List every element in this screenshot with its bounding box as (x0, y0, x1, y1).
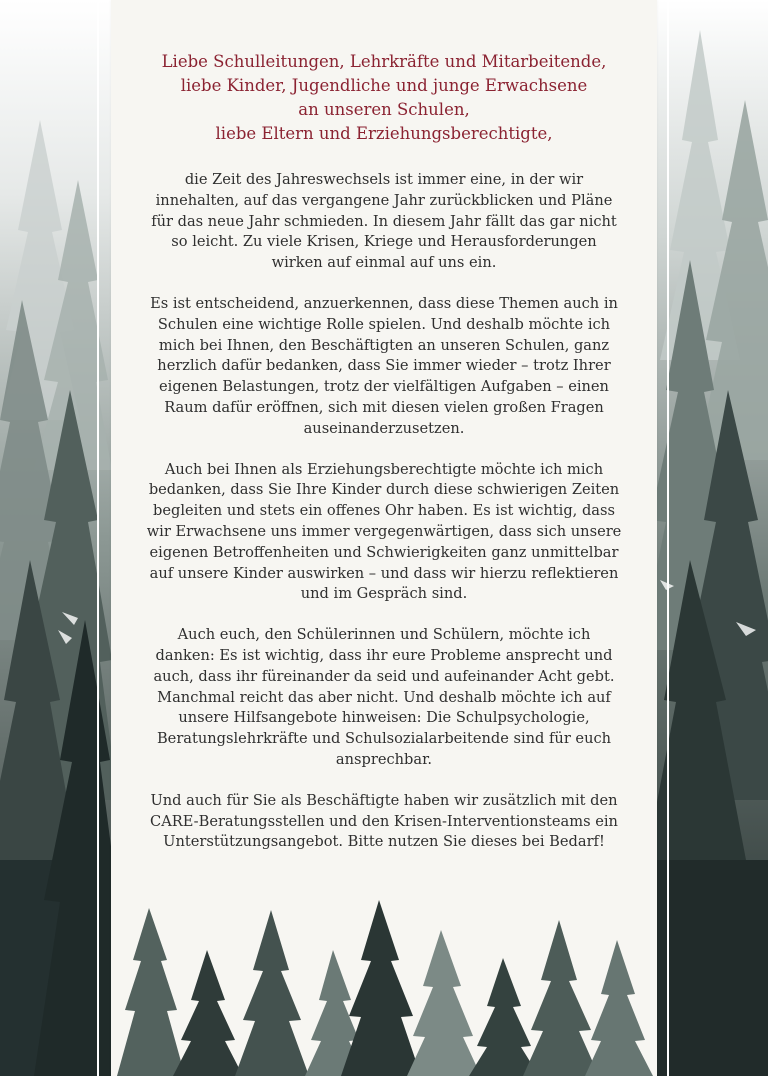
greeting-line: liebe Kinder, Jugendliche und junge Erwachsene (180, 76, 588, 95)
text-line: Unterstützungsangebot. Bitte nutzen Sie dieses bei Bedarf! (163, 833, 605, 851)
paragraph-4 (130, 625, 638, 771)
paragraph-2 (130, 294, 638, 440)
bottom-fir-trees (111, 890, 657, 1076)
text-line: eigenen Betroffenheiten und Schwierigkeiten ganz unmittelbar (149, 543, 619, 561)
right-frame-line (667, 0, 669, 1076)
text-line: CARE-Beratungsstellen und den Krisen-Interventionsteams ein (150, 812, 618, 830)
text-line: Es ist entscheidend, anzuerkennen, dass diese Themen auch in (150, 294, 618, 312)
text-line: Manchmal reicht das aber nicht. Und deshalb möchte ich auf (157, 688, 611, 706)
text-line: für das neue Jahr schmieden. In diesem Jahr fällt das gar nicht (151, 212, 617, 230)
text-line: wir Erwachsene uns immer vergegenwärtigen, dass sich unsere (146, 522, 622, 540)
greeting-line: an unseren Schulen, (298, 100, 470, 119)
text-line: so leicht. Zu viele Krisen, Kriege und Herausforderungen (171, 233, 597, 251)
text-line: eigenen Belastungen, trotz der vielfältigen Aufgaben – einen (159, 378, 609, 396)
text-line: auch, dass ihr füreinander da seid und aufeinander Acht gebt. (153, 667, 615, 685)
paragraph-1 (130, 170, 638, 274)
text-line: herzlich dafür bedanken, dass Sie immer wieder – trotz Ihrer (157, 357, 611, 375)
letter-content (130, 50, 638, 873)
text-line: die Zeit des Jahreswechsels ist immer eine, in der wir (184, 171, 584, 188)
text-line: Schulen eine wichtige Rolle spielen. Und deshalb möchte ich (157, 315, 611, 333)
greeting-line: liebe Eltern und Erziehungsberechtigte, (215, 124, 553, 143)
text-line: wirken auf einmal auf uns ein. (271, 254, 497, 272)
text-line: Raum dafür eröffnen, sich mit diesen vielen großen Fragen (164, 398, 604, 416)
text-line: Auch bei Ihnen als Erziehungsberechtigte möchte ich mich (164, 460, 604, 478)
greeting-line: Liebe Schulleitungen, Lehrkräfte und Mitarbeitende, (161, 52, 607, 71)
text-line: auf unsere Kinder auswirken – und dass wir hierzu reflektieren (149, 564, 619, 582)
text-line: mich bei Ihnen, den Beschäftigten an unseren Schulen, ganz (158, 336, 610, 354)
text-line: unsere Hilfsangebote hinweisen: Die Schulpsychologie, (178, 709, 590, 727)
greeting (130, 50, 638, 146)
letter-body (130, 170, 638, 853)
left-frame-line (97, 0, 99, 1076)
text-line: und im Gespräch sind. (300, 585, 468, 603)
text-line: ansprechbar. (335, 750, 433, 768)
text-line: innehalten, auf das vergangene Jahr zurückblicken und Pläne (155, 191, 613, 209)
text-line: auseinanderzusetzen. (303, 419, 465, 437)
text-line: Beratungslehrkräfte und Schulsozialarbeitende sind für euch (156, 730, 612, 748)
paragraph-5 (130, 791, 638, 853)
fir-tree-row (117, 900, 653, 1076)
text-line: bedanken, dass Sie Ihre Kinder durch diese schwierigen Zeiten (148, 481, 620, 499)
text-line: begleiten und stets ein offenes Ohr haben. Es ist wichtig, dass (153, 502, 615, 520)
paragraph-3 (130, 460, 638, 606)
text-line: Und auch für Sie als Beschäftigte haben wir zusätzlich mit den (150, 791, 618, 809)
text-line: danken: Es ist wichtig, dass ihr eure Probleme ansprecht und (155, 646, 613, 664)
text-line: Auch euch, den Schülerinnen und Schülern, möchte ich (177, 626, 591, 644)
